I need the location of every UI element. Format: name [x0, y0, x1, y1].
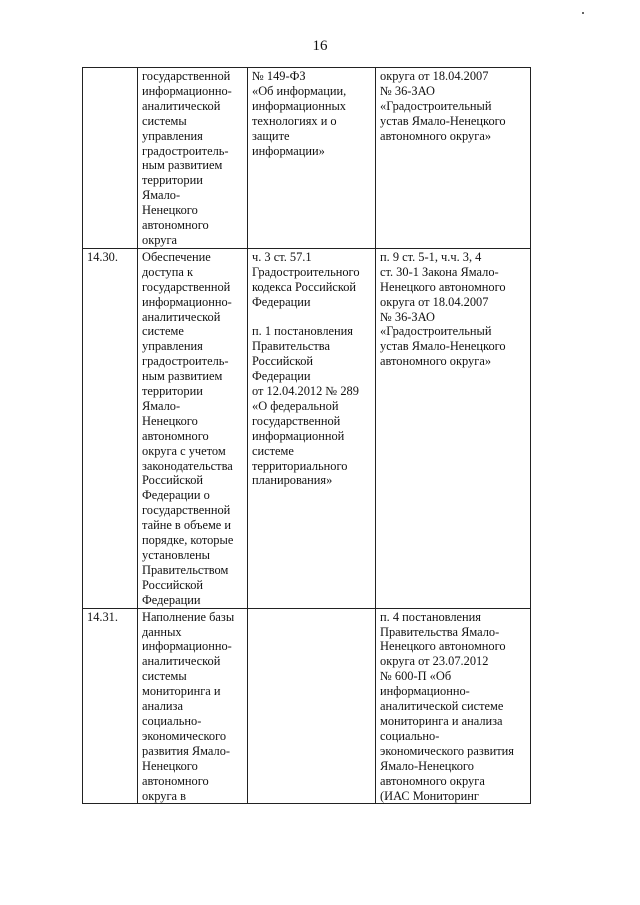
- federal-basis-cell: [248, 248, 376, 608]
- cell-text-line: округа в: [142, 788, 186, 803]
- cell-text-line: Российской: [252, 354, 314, 369]
- cell-text-line: округа с учетом: [142, 443, 226, 458]
- cell-text-line: мониторинга и: [142, 684, 221, 699]
- cell-text-line: градостроитель-: [142, 143, 229, 158]
- cell-text-line: «Градостроительный: [380, 324, 492, 339]
- cell-text-line: Федерации: [252, 369, 311, 384]
- cell-text-line: автономного округа: [380, 773, 485, 788]
- cell-text-line: Правительством: [142, 562, 229, 577]
- cell-text-line: Обеспечение: [142, 249, 211, 264]
- cell-text-line: устав Ямало-Ненецкого: [380, 113, 506, 128]
- cell-text-line: автономного: [142, 428, 209, 443]
- table-row: [83, 608, 531, 804]
- cell-text-line: Ямало-: [142, 398, 181, 413]
- table-row: [83, 68, 531, 249]
- regional-basis-cell: [376, 248, 531, 608]
- cell-text-line: округа: [142, 232, 178, 247]
- cell-text-line: информационно-: [142, 83, 232, 98]
- cell-text-line: ным развитием: [142, 369, 223, 384]
- cell-text-line: ст. 30-1 Закона Ямало-: [380, 264, 499, 279]
- cell-text-line: Ненецкого: [142, 413, 198, 428]
- cell-text-line: Российской: [142, 577, 204, 592]
- cell-text-line: управления: [142, 339, 203, 354]
- cell-text-line: Ненецкого: [142, 758, 198, 773]
- cell-text-line: управления: [142, 128, 203, 143]
- cell-text-line: информационных: [252, 98, 346, 113]
- cell-text-line: тайне в объеме и: [142, 518, 232, 533]
- cell-text-line: «Об информации,: [252, 83, 347, 98]
- cell-text-line: анализа: [142, 699, 183, 714]
- cell-text-line: законодательства: [142, 458, 233, 473]
- cell-text-line: информационно-: [142, 639, 232, 654]
- cell-text-line: № 600-П «Об: [380, 669, 452, 684]
- cell-text-line: № 36-ЗАО: [380, 309, 435, 324]
- cell-text-line: округа от 23.07.2012: [380, 654, 489, 669]
- cell-text-line: системе: [252, 443, 294, 458]
- cell-text-line: защите: [252, 128, 290, 143]
- cell-text-line: Федерации: [142, 592, 201, 607]
- cell-text-line: мониторинга и анализа: [380, 713, 503, 728]
- cell-text-line: Ненецкого автономного: [380, 639, 506, 654]
- cell-text-line: п. 4 постановления: [380, 609, 481, 624]
- cell-text-line: округа от 18.04.2007: [380, 69, 489, 83]
- row-number-cell: [83, 248, 138, 608]
- federal-basis-cell: [248, 608, 376, 804]
- cell-text-line: установлены: [142, 548, 210, 562]
- cell-text-line: п. 1 постановления: [252, 324, 353, 339]
- cell-text-line: № 36-ЗАО: [380, 83, 435, 98]
- cell-text-line: от 12.04.2012 № 289: [252, 384, 359, 399]
- cell-text-line: государственной: [142, 503, 231, 518]
- cell-text-line: доступа к: [142, 264, 194, 279]
- cell-text-line: экономического развития: [380, 743, 514, 758]
- cell-text-line: градостроитель-: [142, 354, 229, 369]
- cell-text-line: государственной: [252, 413, 341, 428]
- cell-text-line: «Градостроительный: [380, 98, 492, 113]
- cell-text-line: информации»: [252, 143, 325, 158]
- cell-text-line: Правительства: [252, 339, 330, 354]
- cell-text-line: планирования»: [252, 473, 333, 488]
- cell-text-line: Ненецкого: [142, 203, 198, 218]
- cell-text-line: социально-: [380, 728, 440, 743]
- cell-text-line: округа от 18.04.2007: [380, 294, 489, 309]
- cell-text-line: ным развитием: [142, 158, 223, 173]
- federal-basis-cell: [248, 68, 376, 249]
- cell-text-line: системе: [142, 324, 184, 339]
- cell-text-line: информационно-: [380, 684, 470, 699]
- paragraph-gap: [252, 310, 372, 325]
- cell-text-line: № 149-ФЗ: [252, 69, 306, 83]
- measure-name-cell: [138, 248, 248, 608]
- cell-text-line: аналитической: [142, 309, 221, 324]
- cell-text-line: территории: [142, 384, 203, 399]
- cell-text-line: системы: [142, 669, 187, 684]
- cell-text-line: аналитической: [142, 98, 221, 113]
- cell-text-line: информационно-: [142, 294, 232, 309]
- cell-text-line: порядке, которые: [142, 533, 234, 548]
- cell-text-line: Федерации о: [142, 488, 210, 503]
- cell-text-line: кодекса Российской: [252, 279, 357, 294]
- cell-text-line: развития Ямало-: [142, 743, 231, 758]
- cell-text-line: автономного: [142, 773, 209, 788]
- row-number-cell: [83, 608, 138, 804]
- cell-text-line: системы: [142, 113, 187, 128]
- scan-speck: [582, 12, 584, 14]
- cell-text-line: ч. 3 ст. 57.1: [252, 249, 312, 264]
- table-row: [83, 248, 531, 608]
- cell-text-line: п. 9 ст. 5-1, ч.ч. 3, 4: [380, 249, 482, 264]
- cell-text-line: устав Ямало-Ненецкого: [380, 339, 506, 354]
- cell-text-line: аналитической: [142, 654, 221, 669]
- cell-text-line: территории: [142, 173, 203, 188]
- cell-text-line: экономического: [142, 728, 227, 743]
- cell-text-line: государственной: [142, 69, 231, 83]
- cell-text-line: (ИАС Мониторинг: [380, 788, 479, 803]
- cell-text-line: Ямало-: [142, 188, 181, 203]
- page-number: 16: [312, 38, 328, 54]
- document-table: [82, 67, 531, 804]
- cell-text-line: Российской: [142, 473, 204, 488]
- cell-text-line: технологиях и о: [252, 113, 337, 128]
- cell-text-line: государственной: [142, 279, 231, 294]
- cell-text-line: территориального: [252, 458, 348, 473]
- measure-name-cell: [138, 608, 248, 804]
- cell-text-line: Ямало-Ненецкого: [380, 758, 474, 773]
- regional-basis-cell: [376, 608, 531, 804]
- cell-text-line: «О федеральной: [252, 398, 339, 413]
- cell-text-line: Градостроительного: [252, 264, 360, 279]
- cell-text-line: информационной: [252, 428, 345, 443]
- cell-text-line: Ненецкого автономного: [380, 279, 506, 294]
- cell-text-line: Наполнение базы: [142, 609, 235, 624]
- cell-text-line: аналитической системе: [380, 699, 504, 714]
- cell-text-line: социально-: [142, 713, 202, 728]
- row-number-cell: [83, 68, 138, 249]
- cell-text-line: автономного округа»: [380, 354, 492, 369]
- cell-text-line: 14.30.: [87, 249, 118, 264]
- regional-basis-cell: [376, 68, 531, 249]
- cell-text-line: автономного округа»: [380, 128, 492, 143]
- cell-text-line: Федерации: [252, 294, 311, 309]
- cell-text-line: Правительства Ямало-: [380, 624, 500, 639]
- cell-text-line: данных: [142, 624, 182, 639]
- cell-text-line: 14.31.: [87, 609, 118, 624]
- cell-text-line: автономного: [142, 218, 209, 233]
- measure-name-cell: [138, 68, 248, 249]
